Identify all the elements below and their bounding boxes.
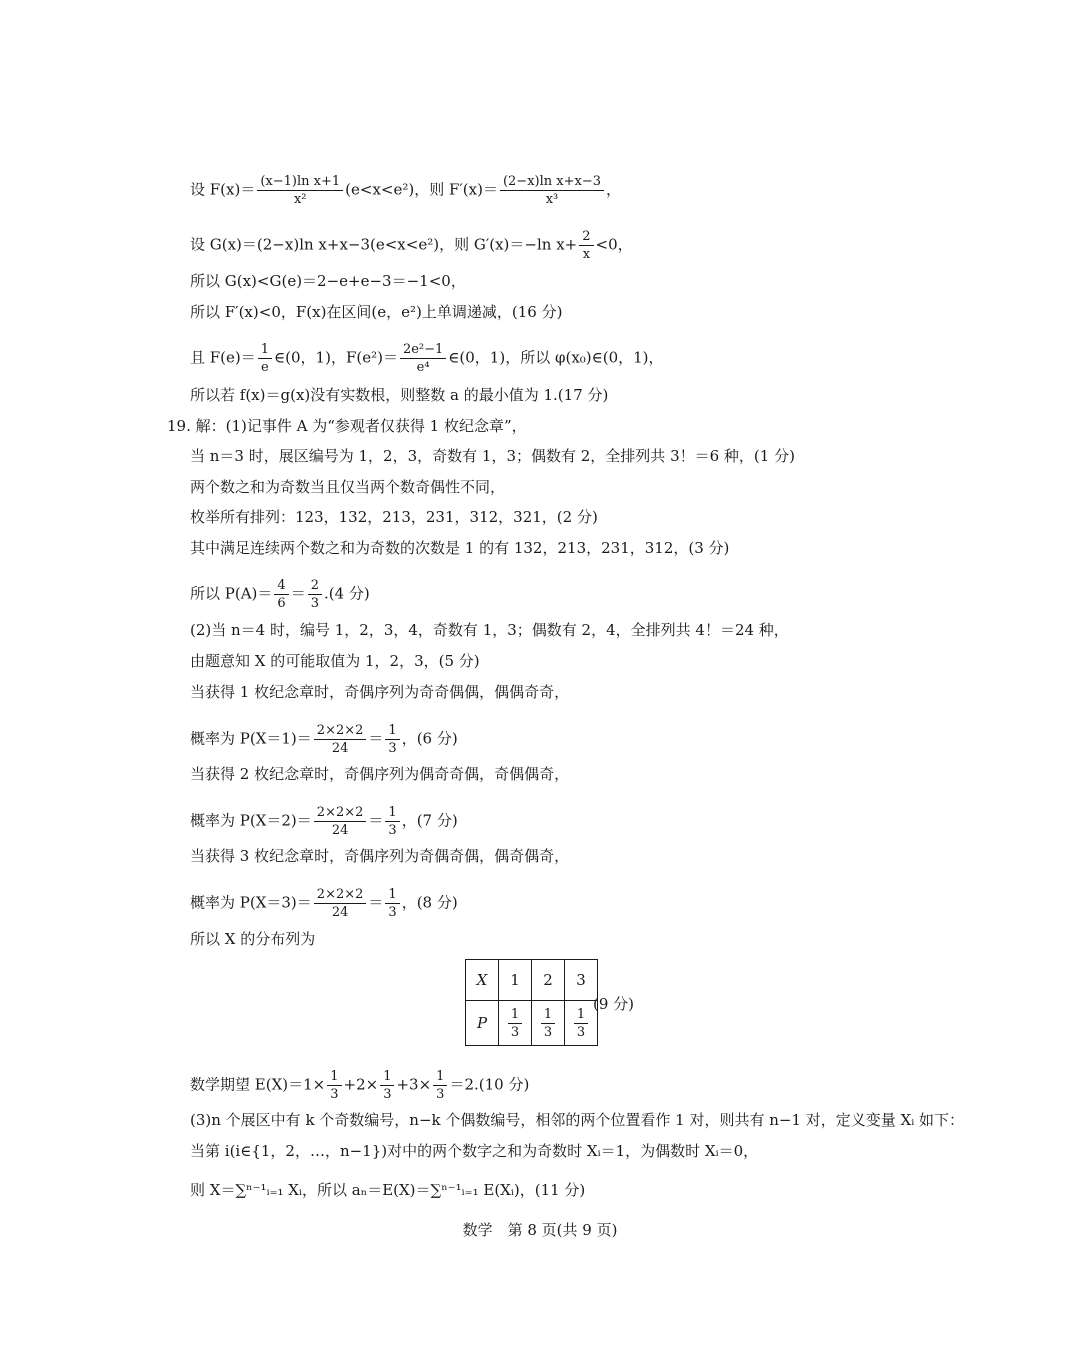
text: ＝ <box>368 729 384 748</box>
text: <0， <box>595 235 633 254</box>
text: (e<x<e²)，则 F′(x)＝ <box>345 180 498 199</box>
line-16 <box>190 722 458 757</box>
line-5 <box>190 341 664 376</box>
denominator: 24 <box>331 741 349 756</box>
line-24: 当第 i(i∈{1，2，…，n−1})对中的两个数字之和为奇数时 Xᵢ＝1，为偶数时 Xᵢ＝0， <box>190 1142 759 1160</box>
fraction <box>258 341 272 376</box>
numerator: (x−1)ln x+1 <box>257 173 343 191</box>
line-18 <box>190 804 458 839</box>
text: ， <box>606 180 622 199</box>
line-6: 所以若 f(x)＝g(x)没有实数根，则整数 a 的最小值为 1.(17 分) <box>190 386 609 404</box>
fraction <box>314 722 367 757</box>
fraction <box>380 1068 394 1103</box>
fraction <box>327 1068 341 1103</box>
fraction <box>508 1006 522 1041</box>
numerator: 2×2×2 <box>314 722 367 740</box>
text: 数学期望 E(X)＝1× <box>190 1075 326 1094</box>
numerator: 2e²−1 <box>400 341 446 359</box>
numerator: 1 <box>258 341 272 359</box>
numerator: 1 <box>327 1068 341 1086</box>
line-23: (3)n 个展区中有 k 个奇数编号，n−k 个偶数编号，相邻的两个位置看作 1 对，则共有 n−1 对，定义变量 Xᵢ 如下： <box>190 1111 965 1129</box>
numerator: 1 <box>385 722 399 740</box>
text: ∈(0，1)，F(e²)＝ <box>274 348 398 367</box>
line-1 <box>190 173 621 208</box>
table-row-x <box>466 960 598 1001</box>
text: ＝2.(10 分) <box>449 1075 530 1094</box>
line-13: (2)当 n＝4 时，编号 1，2，3，4，奇数有 1，3；偶数有 2，4，全排列共 4！＝24 种， <box>190 621 789 639</box>
fraction <box>257 173 343 208</box>
denominator: 3 <box>388 905 397 920</box>
page-footer: 数学 第 8 页(共 9 页) <box>462 1221 618 1239</box>
fraction <box>308 577 322 612</box>
numerator: 1 <box>385 886 399 904</box>
numerator: 2 <box>579 228 593 246</box>
line-7: 19. 解：(1)记事件 A 为“参观者仅获得 1 枚纪念章”， <box>167 417 527 435</box>
text: ，(7 分) <box>401 811 458 830</box>
fraction <box>400 341 446 376</box>
text: 概率为 P(X＝3)＝ <box>190 893 312 912</box>
numerator: 2×2×2 <box>314 886 367 904</box>
text: ，(6 分) <box>401 729 458 748</box>
text: 且 F(e)＝ <box>190 348 256 367</box>
denominator: 3 <box>388 823 397 838</box>
numerator: 1 <box>574 1006 588 1024</box>
line-9: 两个数之和为奇数当且仅当两个数奇偶性不同， <box>190 478 506 496</box>
line-15: 当获得 1 枚纪念章时，奇偶序列为奇奇偶偶，偶偶奇奇， <box>190 683 570 701</box>
line-4: 所以 F′(x)<0，F(x)在区间(e，e²)上单调递减，(16 分) <box>190 303 563 321</box>
fraction <box>579 228 593 263</box>
fraction <box>385 722 399 757</box>
line-14: 由题意知 X 的可能取值为 1，2，3，(5 分) <box>190 652 480 670</box>
text: ，(8 分) <box>401 893 458 912</box>
line-19: 当获得 3 枚纪念章时，奇偶序列为奇偶奇偶，偶奇偶奇， <box>190 847 570 865</box>
text: ∈(0，1)，所以 φ(x₀)∈(0，1)， <box>448 348 664 367</box>
denominator: 3 <box>383 1087 392 1102</box>
line-8: 当 n＝3 时，展区编号为 1，2，3，奇数有 1，3；偶数有 2，全排列共 3！＝6 种，(1 分) <box>190 447 795 465</box>
denominator: 3 <box>330 1087 339 1102</box>
line-3: 所以 G(x)<G(e)＝2−e+e−3＝−1<0， <box>190 272 466 290</box>
fraction <box>500 173 604 208</box>
denominator: 24 <box>331 905 349 920</box>
text: 概率为 P(X＝1)＝ <box>190 729 312 748</box>
text: +2× <box>343 1075 379 1094</box>
denominator: 3 <box>543 1024 553 1040</box>
fraction <box>433 1068 447 1103</box>
numerator: 2 <box>308 577 322 595</box>
text: 概率为 P(X＝2)＝ <box>190 811 312 830</box>
table-cell: 1 <box>499 960 532 1001</box>
text: ＝ <box>368 811 384 830</box>
distribution-table <box>465 959 598 1046</box>
numerator: 2×2×2 <box>314 804 367 822</box>
denominator: x³ <box>545 192 559 207</box>
denominator: 3 <box>310 596 319 611</box>
denominator: 24 <box>331 823 349 838</box>
numerator: 4 <box>274 577 288 595</box>
table-cell: 3 <box>565 960 598 1001</box>
numerator: 1 <box>433 1068 447 1086</box>
denominator: e <box>261 360 269 375</box>
text: .(4 分) <box>323 584 370 603</box>
denominator: x² <box>293 192 307 207</box>
fraction <box>314 886 367 921</box>
fraction <box>385 804 399 839</box>
text: 设 F(x)＝ <box>190 180 256 199</box>
fraction <box>274 577 288 612</box>
table-header-x: X <box>466 960 499 1001</box>
line-22 <box>190 1068 529 1103</box>
text: 所以 P(A)＝ <box>190 584 273 603</box>
line-21: 所以 X 的分布列为 <box>190 930 316 948</box>
numerator: (2−x)ln x+x−3 <box>500 173 604 191</box>
denominator: e⁴ <box>416 360 430 375</box>
denominator: 3 <box>436 1087 445 1102</box>
numerator: 1 <box>508 1006 522 1024</box>
line-2 <box>190 228 633 263</box>
table-header-p: P <box>466 1001 499 1046</box>
text: +3× <box>396 1075 432 1094</box>
denominator: 6 <box>277 596 286 611</box>
table-cell <box>532 1001 565 1046</box>
table-row-p <box>466 1001 598 1046</box>
fraction <box>385 886 399 921</box>
numerator: 1 <box>385 804 399 822</box>
table-cell <box>499 1001 532 1046</box>
fraction <box>541 1006 555 1041</box>
numerator: 1 <box>380 1068 394 1086</box>
denominator: x <box>582 247 591 262</box>
line-12 <box>190 577 370 612</box>
text: ＝ <box>290 584 306 603</box>
text: ＝ <box>368 893 384 912</box>
denominator: 3 <box>510 1024 520 1040</box>
line-10: 枚举所有排列：123，132，213，231，312，321，(2 分) <box>190 508 598 526</box>
table-score-note: (9 分) <box>593 995 635 1013</box>
numerator: 1 <box>541 1006 555 1024</box>
fraction <box>314 804 367 839</box>
line-25: 则 X＝∑ⁿ⁻¹ᵢ₌₁ Xᵢ，所以 aₙ＝E(X)＝∑ⁿ⁻¹ᵢ₌₁ E(Xᵢ)，(11 分) <box>190 1181 586 1199</box>
denominator: 3 <box>388 741 397 756</box>
text: 设 G(x)＝(2−x)ln x+x−3(e<x<e²)，则 G′(x)＝−ln x+ <box>190 235 578 254</box>
table-cell: 2 <box>532 960 565 1001</box>
line-11: 其中满足连续两个数之和为奇数的次数是 1 的有 132，213，231，312，(3 分) <box>190 539 730 557</box>
fraction <box>574 1006 588 1041</box>
denominator: 3 <box>576 1024 586 1040</box>
line-20 <box>190 886 458 921</box>
line-17: 当获得 2 枚纪念章时，奇偶序列为偶奇奇偶，奇偶偶奇， <box>190 765 570 783</box>
